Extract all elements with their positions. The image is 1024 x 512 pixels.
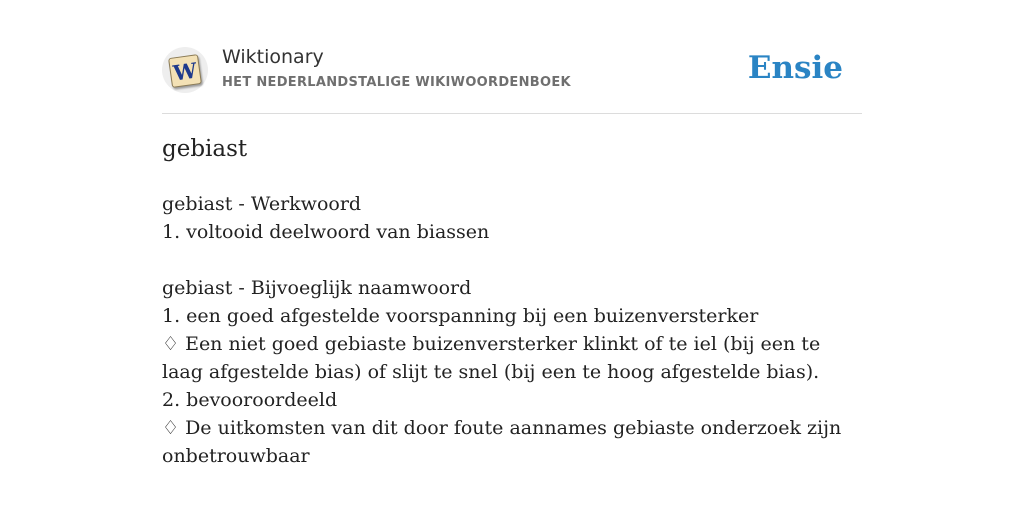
page-title: gebiast: [162, 136, 248, 162]
definition-card: [162, 0, 862, 467]
entry-heading: gebiast - Bijvoeglijk naamwoord: [162, 277, 472, 299]
wiktionary-tile-icon: W: [168, 54, 202, 88]
entry-heading: gebiast - Werkwoord: [162, 193, 362, 215]
site-title[interactable]: Wiktionary: [222, 46, 324, 68]
entry-werkwoord: [162, 190, 862, 246]
wiktionary-logo[interactable]: [162, 47, 208, 93]
definition-line: 1. voltooid deelwoord van biassen: [162, 221, 490, 243]
definition-entries: [162, 190, 862, 470]
header: [162, 0, 862, 114]
example-line: ♢ Een niet goed gebiaste buizenversterker klinkt of te iel (bij een te laag afgestelde bias) of slijt te snel (bij een te hoog afgestelde bias).: [162, 333, 821, 383]
definition-line: 1. een goed afgestelde voorspanning bij een buizenversterker: [162, 305, 759, 327]
ensie-brand-link[interactable]: Ensie: [747, 50, 843, 86]
entry-bijvoeglijk-naamwoord: [162, 274, 862, 470]
example-line: ♢ De uitkomsten van dit door foute aannames gebiaste onderzoek zijn onbetrouwbaar: [162, 417, 842, 467]
site-subtitle: HET NEDERLANDSTALIGE WIKIWOORDENBOEK: [222, 75, 571, 90]
definition-line: 2. bevooroordeeld: [162, 389, 338, 411]
